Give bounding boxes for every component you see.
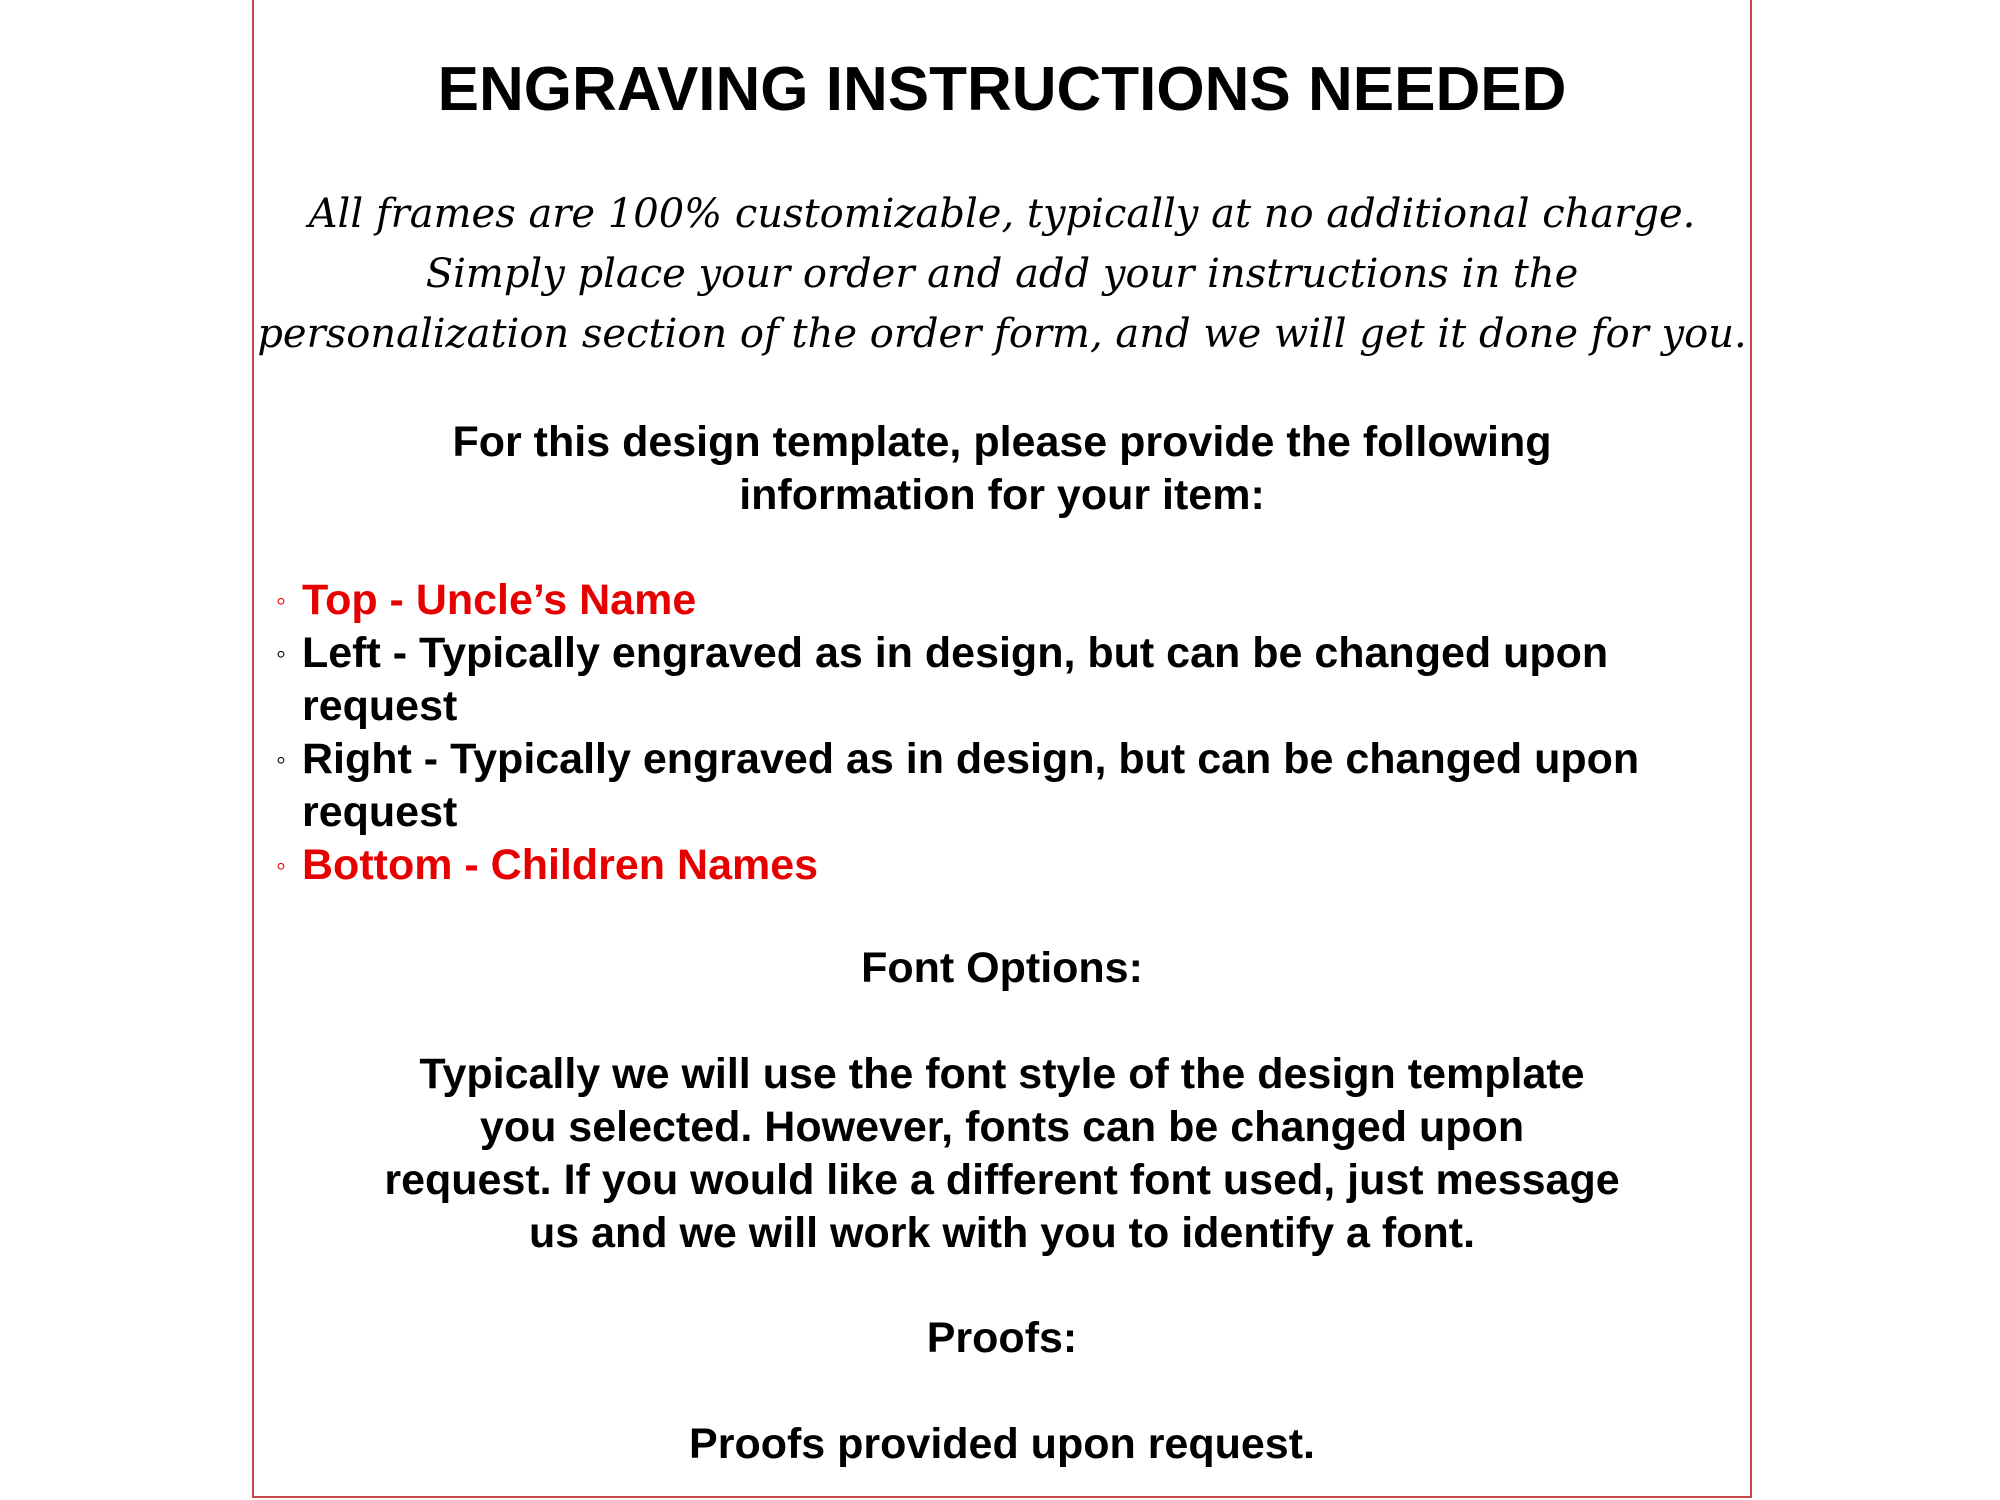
font-options-line: you selected. However, fonts can be changed upon [479, 1103, 1525, 1151]
intro-line: personalization section of the order form, and we will get it done for you. [257, 311, 1747, 357]
list-item-right [276, 733, 1746, 839]
list-item-text: Top - Uncle’s Name [302, 576, 697, 624]
intro-text [254, 184, 1750, 364]
intro-line: Simply place your order and add your instructions in the [425, 251, 1579, 297]
proofs-text: Proofs provided upon request. [689, 1420, 1315, 1468]
engraving-position-list [276, 574, 1746, 892]
list-item-left [276, 627, 1746, 733]
lead-line: For this design template, please provide the following [452, 418, 1552, 466]
font-options-text [254, 1048, 1750, 1260]
list-item-bottom [276, 839, 1746, 892]
list-item-text: Right - Typically engraved as in design, but can be changed upon request [302, 735, 1640, 836]
font-options-line: us and we will work with you to identify a font. [528, 1209, 1476, 1257]
bullet-icon: ◦ [276, 744, 286, 775]
bullet-icon: ◦ [276, 850, 286, 881]
font-options-line: request. If you would like a different font used, just message [384, 1156, 1620, 1204]
list-item-top [276, 574, 1746, 627]
page-title: ENGRAVING INSTRUCTIONS NEEDED [437, 55, 1567, 124]
lead-line: information for your item: [739, 471, 1265, 519]
bullet-icon: ◦ [276, 638, 286, 669]
lead-text [254, 416, 1750, 522]
bullet-icon: ◦ [276, 585, 286, 616]
engraving-instructions-card [252, 0, 1752, 1498]
font-options-heading: Font Options: [861, 944, 1143, 992]
list-item-text: Left - Typically engraved as in design, but can be changed upon request [302, 629, 1609, 730]
proofs-heading: Proofs: [926, 1314, 1078, 1362]
list-item-text: Bottom - Children Names [302, 841, 819, 889]
intro-line: All frames are 100% customizable, typically at no additional charge. [308, 191, 1696, 237]
font-options-line: Typically we will use the font style of the design template [419, 1050, 1585, 1098]
